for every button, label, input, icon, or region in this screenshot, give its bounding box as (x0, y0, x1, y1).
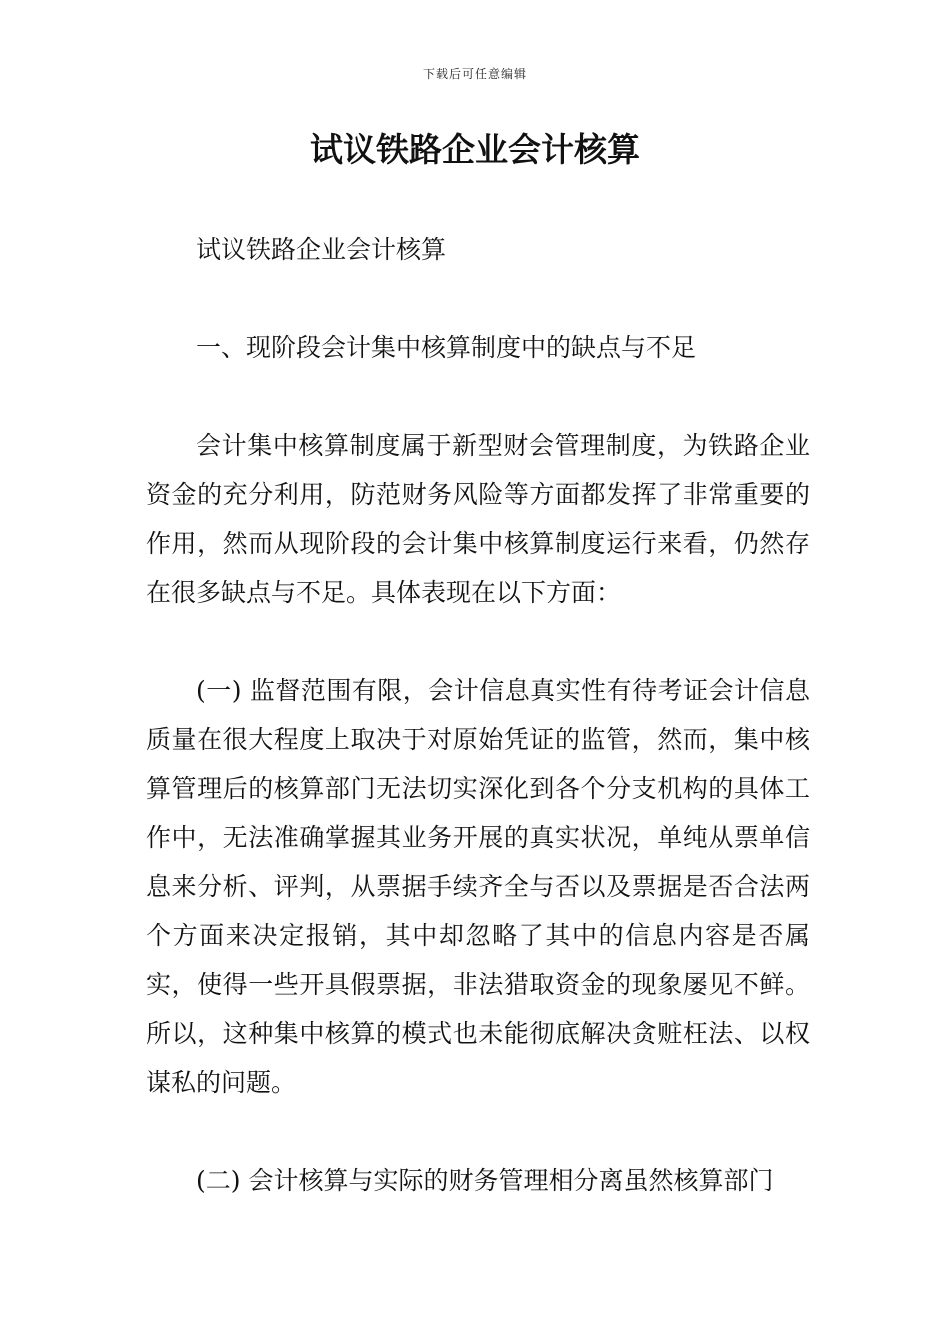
body-paragraph-point-1: (一) 监督范围有限，会计信息真实性有待考证会计信息质量在很大程度上取决于对原始凭证的监管，然而，集中核算管理后的核算部门无法切实深化到各个分支机构的具体工作中，无法准确掌握其业务开展的真实状况，单纯从票单信息来分析、评判，从票据手续齐全与否以及票据是否合法两个方面来决定报销，其中却忽略了其中的信息内容是否属实，使得一些开具假票据，非法猎取资金的现象屡见不鲜。所以，这种集中核算的模式也未能彻底解决贪赃枉法、以权谋私的问题。 (146, 676, 810, 1097)
section-heading-1: 一、现阶段会计集中核算制度中的缺点与不足 (196, 333, 697, 362)
document-body (146, 225, 810, 1254)
subtitle-paragraph: 试议铁路企业会计核算 (196, 235, 447, 264)
header-note: 下载后可任意编辑 (422, 67, 527, 81)
document-title: 试议铁路企业会计核算 (310, 130, 640, 169)
body-paragraph-intro: 会计集中核算制度属于新型财会管理制度，为铁路企业资金的充分利用，防范财务风险等方面都发挥了非常重要的作用，然而从现阶段的会计集中核算制度运行来看，仍然存在很多缺点与不足。具体表现在以下方面： (146, 431, 810, 607)
body-paragraph-point-2: (二) 会计核算与实际的财务管理相分离虽然核算部门 (196, 1166, 774, 1195)
